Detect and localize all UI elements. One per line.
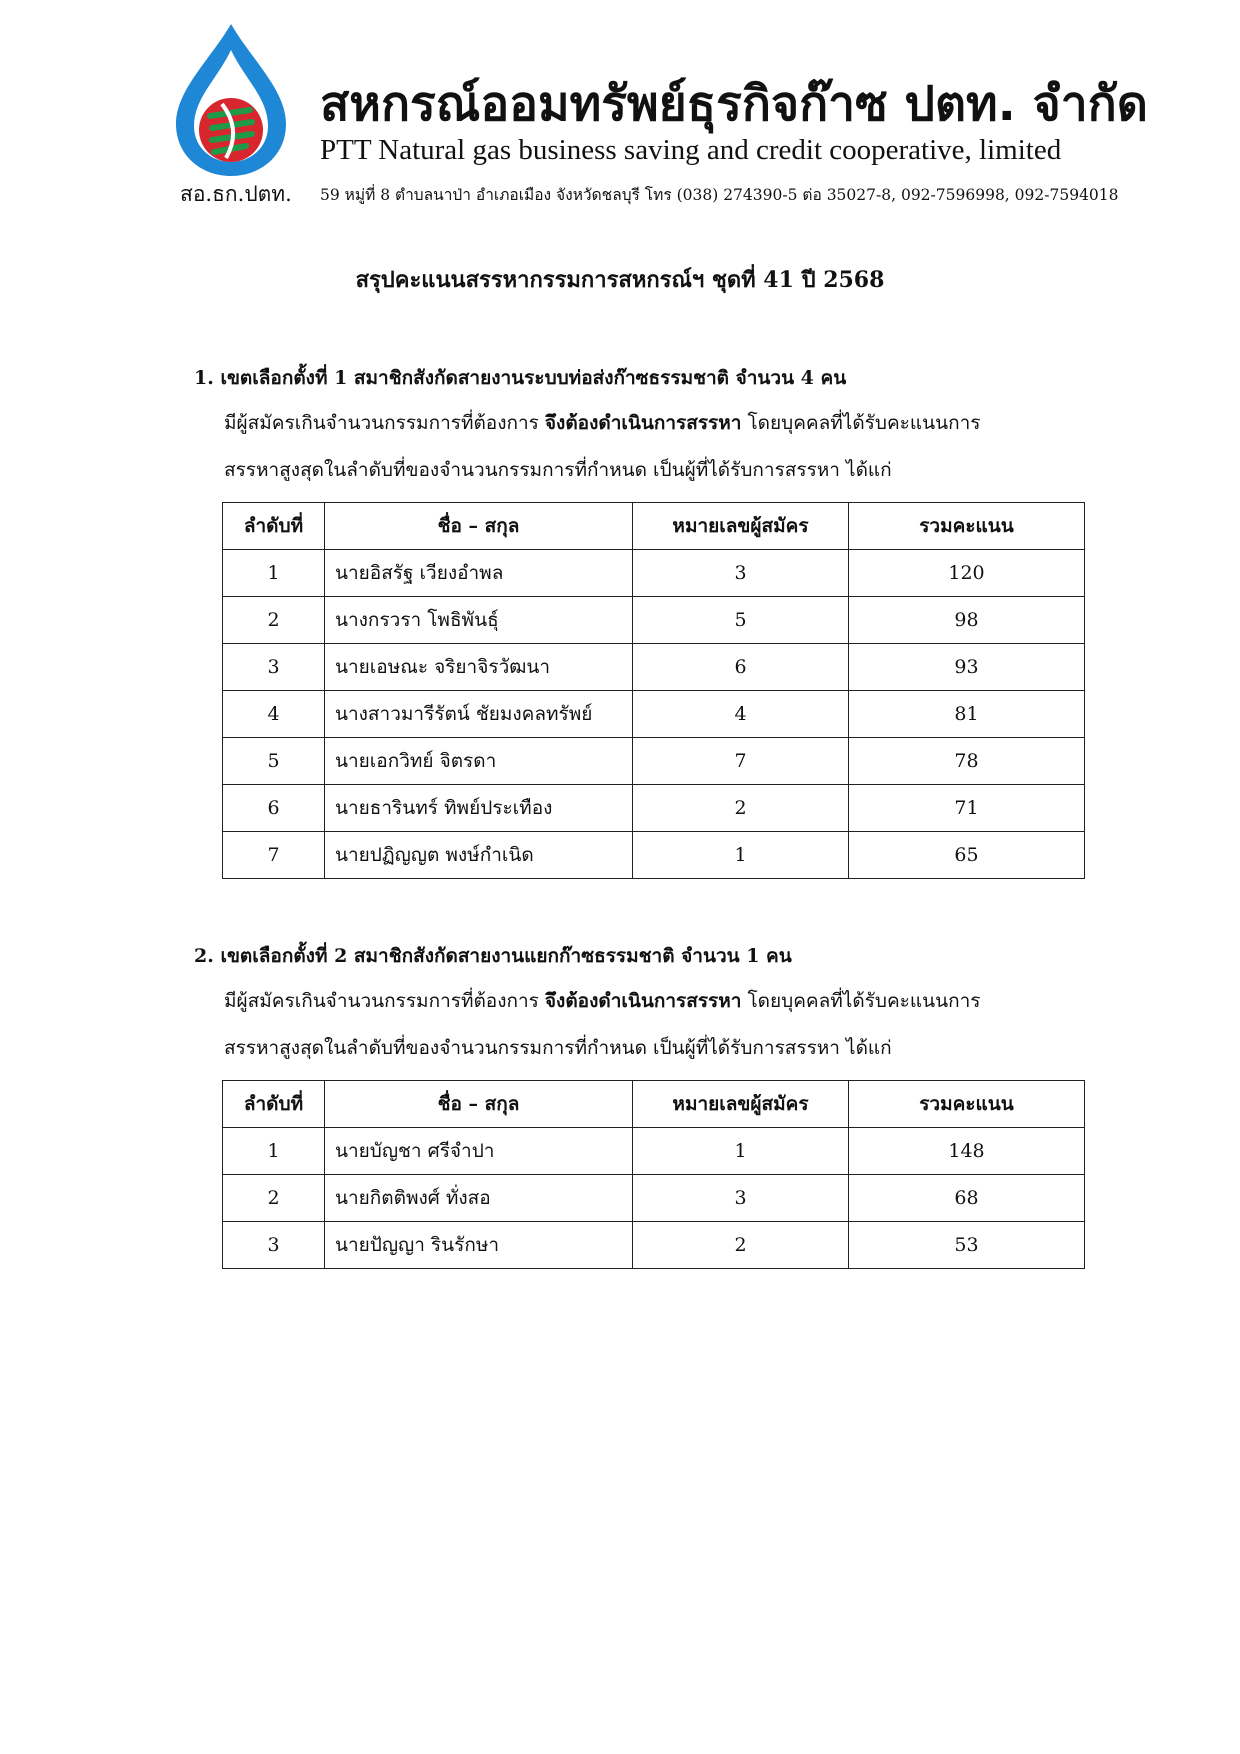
cell-name: นายธารินทร์ ทิพย์ประเทือง	[325, 785, 633, 832]
zone-description	[194, 400, 1094, 494]
zone-description-line-2: สรรหาสูงสุดในลำดับที่ของจำนวนกรรมการที่กำหนด เป็นผู้ที่ได้รับการสรรหา ได้แก่	[224, 459, 892, 481]
header-total-score: รวมคะแนน	[849, 503, 1085, 550]
cell-score: 71	[849, 785, 1085, 832]
cell-number: 5	[633, 597, 849, 644]
table-row	[223, 738, 1085, 785]
cell-rank: 5	[223, 738, 325, 785]
table-row	[223, 1128, 1085, 1175]
cell-name: นายบัญชา ศรีจำปา	[325, 1128, 633, 1175]
cell-name: นางกรวรา โพธิพันธุ์	[325, 597, 633, 644]
cell-rank: 2	[223, 1175, 325, 1222]
org-name-thai: สหกรณ์ออมทรัพย์ธุรกิจก๊าซ ปตท. จำกัด	[320, 76, 1148, 132]
cell-name: นายปฏิญญต พงษ์กำเนิด	[325, 832, 633, 879]
cell-score: 53	[849, 1222, 1085, 1269]
desc-emphasis: จึงต้องดำเนินการสรรหา	[544, 412, 742, 434]
cell-number: 6	[633, 644, 849, 691]
org-abbreviation: สอ.ธก.ปตท.	[180, 182, 292, 206]
header-rank: ลำดับที่	[223, 503, 325, 550]
results-table	[222, 1080, 1085, 1269]
zone-description-line-1	[224, 978, 1094, 1025]
table-row	[223, 550, 1085, 597]
gas-drop-logo-icon	[170, 20, 292, 182]
cell-rank: 2	[223, 597, 325, 644]
header-name: ชื่อ – สกุล	[325, 1081, 633, 1128]
election-zone-1	[194, 360, 1094, 879]
cell-name: นายเอกวิทย์ จิตรดา	[325, 738, 633, 785]
table-row	[223, 691, 1085, 738]
desc-emphasis: จึงต้องดำเนินการสรรหา	[544, 990, 742, 1012]
header-total-score: รวมคะแนน	[849, 1081, 1085, 1128]
cell-score: 120	[849, 550, 1085, 597]
org-name-english: PTT Natural gas business saving and credit cooperative, limited	[320, 134, 1062, 166]
cell-score: 81	[849, 691, 1085, 738]
table-row	[223, 644, 1085, 691]
cell-rank: 6	[223, 785, 325, 832]
cell-number: 2	[633, 785, 849, 832]
cell-name: นางสาวมารีรัตน์ ชัยมงคลทรัพย์	[325, 691, 633, 738]
cell-number: 1	[633, 1128, 849, 1175]
zone-heading: 1. เขตเลือกตั้งที่ 1 สมาชิกสังกัดสายงานระบบท่อส่งก๊าซธรรมชาติ จำนวน 4 คน	[194, 367, 847, 389]
cell-rank: 7	[223, 832, 325, 879]
cell-name: นายปัญญา รินรักษา	[325, 1222, 633, 1269]
zone-description	[194, 978, 1094, 1072]
zone-description-line-1	[224, 400, 1094, 447]
cell-name: นายอิสรัฐ เวียงอำพล	[325, 550, 633, 597]
header-candidate-number: หมายเลขผู้สมัคร	[633, 1081, 849, 1128]
cell-score: 78	[849, 738, 1085, 785]
desc-text: โดยบุคคลที่ได้รับคะแนนการ	[741, 412, 981, 434]
cell-rank: 1	[223, 550, 325, 597]
table-row	[223, 1175, 1085, 1222]
header-candidate-number: หมายเลขผู้สมัคร	[633, 503, 849, 550]
table-row	[223, 1222, 1085, 1269]
cell-number: 2	[633, 1222, 849, 1269]
cell-score: 148	[849, 1128, 1085, 1175]
document-title: สรุปคะแนนสรรหากรรมการสหกรณ์ฯ ชุดที่ 41 ปี 2568	[355, 267, 885, 293]
cell-rank: 3	[223, 644, 325, 691]
table-header-row	[223, 503, 1085, 550]
results-table	[222, 502, 1085, 879]
cell-score: 98	[849, 597, 1085, 644]
desc-text: โดยบุคคลที่ได้รับคะแนนการ	[741, 990, 981, 1012]
cell-score: 68	[849, 1175, 1085, 1222]
cell-rank: 3	[223, 1222, 325, 1269]
table-header-row	[223, 1081, 1085, 1128]
header-rank: ลำดับที่	[223, 1081, 325, 1128]
table-row	[223, 832, 1085, 879]
election-zone-2	[194, 938, 1094, 1269]
desc-text: มีผู้สมัครเกินจำนวนกรรมการที่ต้องการ	[224, 990, 545, 1012]
table-row	[223, 785, 1085, 832]
cell-name: นายเอษณะ จริยาจิรวัฒนา	[325, 644, 633, 691]
cell-number: 3	[633, 1175, 849, 1222]
cell-rank: 1	[223, 1128, 325, 1175]
cell-name: นายกิตติพงศ์ ทั่งสอ	[325, 1175, 633, 1222]
cell-number: 1	[633, 832, 849, 879]
cell-rank: 4	[223, 691, 325, 738]
zone-description-line-2: สรรหาสูงสุดในลำดับที่ของจำนวนกรรมการที่กำหนด เป็นผู้ที่ได้รับการสรรหา ได้แก่	[224, 1037, 892, 1059]
cell-score: 93	[849, 644, 1085, 691]
cooperative-logo	[170, 20, 292, 182]
zone-heading: 2. เขตเลือกตั้งที่ 2 สมาชิกสังกัดสายงานแยกก๊าซธรรมชาติ จำนวน 1 คน	[194, 945, 792, 967]
cell-number: 4	[633, 691, 849, 738]
cell-number: 3	[633, 550, 849, 597]
cell-score: 65	[849, 832, 1085, 879]
table-row	[223, 597, 1085, 644]
cell-number: 7	[633, 738, 849, 785]
desc-text: มีผู้สมัครเกินจำนวนกรรมการที่ต้องการ	[224, 412, 545, 434]
org-address: 59 หมู่ที่ 8 ตำบลนาป่า อำเภอเมือง จังหวัดชลบุรี โทร (038) 274390-5 ต่อ 35027-8, 092-7596998, 092-7594018	[320, 186, 1119, 204]
header-name: ชื่อ – สกุล	[325, 503, 633, 550]
